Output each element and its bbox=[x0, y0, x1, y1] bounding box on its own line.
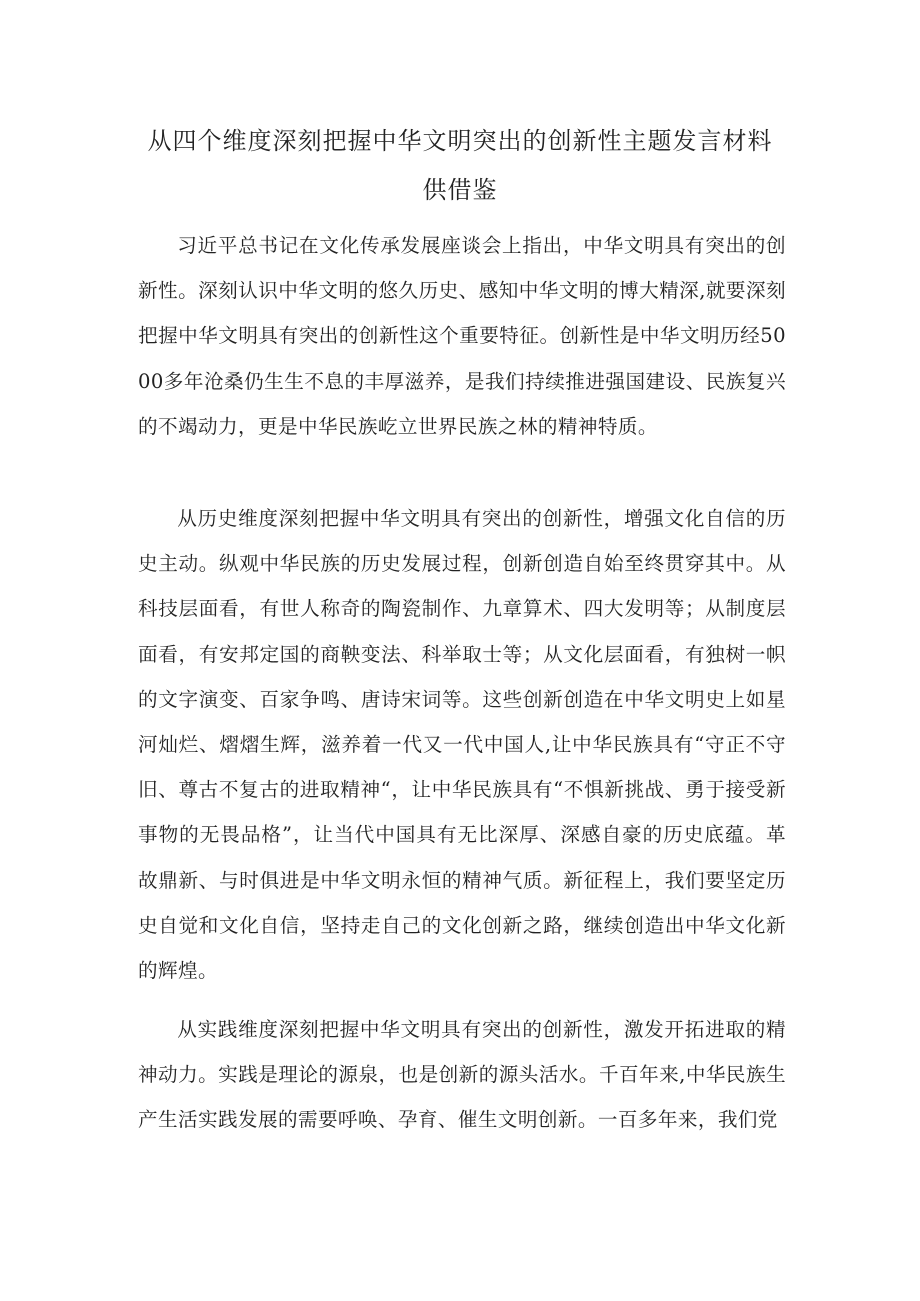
paragraph-practical-dimension: 从实践维度深刻把握中华文明具有突出的创新性，激发开拓进取的精神动力。实践是理论的源泉，也是创新的源头活水。千百年来,中华民族生产生活实践发展的需要呼唤、孕育、催生文明创新。一百多年来，我们党 bbox=[138, 1018, 786, 1132]
paragraph-intro: 习近平总书记在文化传承发展座谈会上指出，中华文明具有突出的创新性。深刻认识中华文明的悠久历史、感知中华文明的博大精深,就要深刻把握中华文明具有突出的创新性这个重要特征。创新性是中华文明历经5000多年沧桑仍生生不息的丰厚滋养，是我们持续推进强国建设、民族复兴的不竭动力，更是中华民族屹立世界民族之林的精神特质。 bbox=[138, 234, 786, 438]
document-title-line-2: 供借鉴 bbox=[422, 176, 498, 204]
paragraph-historical-dimension: 从历史维度深刻把握中华文明具有突出的创新性，增强文化自信的历史主动。纵观中华民族的历史发展过程，创新创造自始至终贯穿其中。从科技层面看，有世人称奇的陶瓷制作、九章算术、四大发明等；从制度层面看，有安邦定国的商鞅变法、科举取士等；从文化层面看，有独树一帜的文字演变、百家争鸣、唐诗宋词等。这些创新创造在中华文明史上如星河灿烂、熠熠生辉，滋养着一代又一代中国人,让中华民族具有“守正不守旧、尊古不复古的进取精神“，让中华民族具有“不惧新挑战、勇于接受新事物的无畏品格”，让当代中国具有无比深厚、深感自豪的历史底蕴。革故鼎新、与时俱进是中华文明永恒的精神气质。新征程上，我们要坚定历史自觉和文化自信，坚持走自己的文化创新之路，继续创造出中华文化新的辉煌。 bbox=[138, 507, 786, 983]
document-title-line-1: 从四个维度深刻把握中华文明突出的创新性主题发言材料 bbox=[147, 127, 773, 155]
